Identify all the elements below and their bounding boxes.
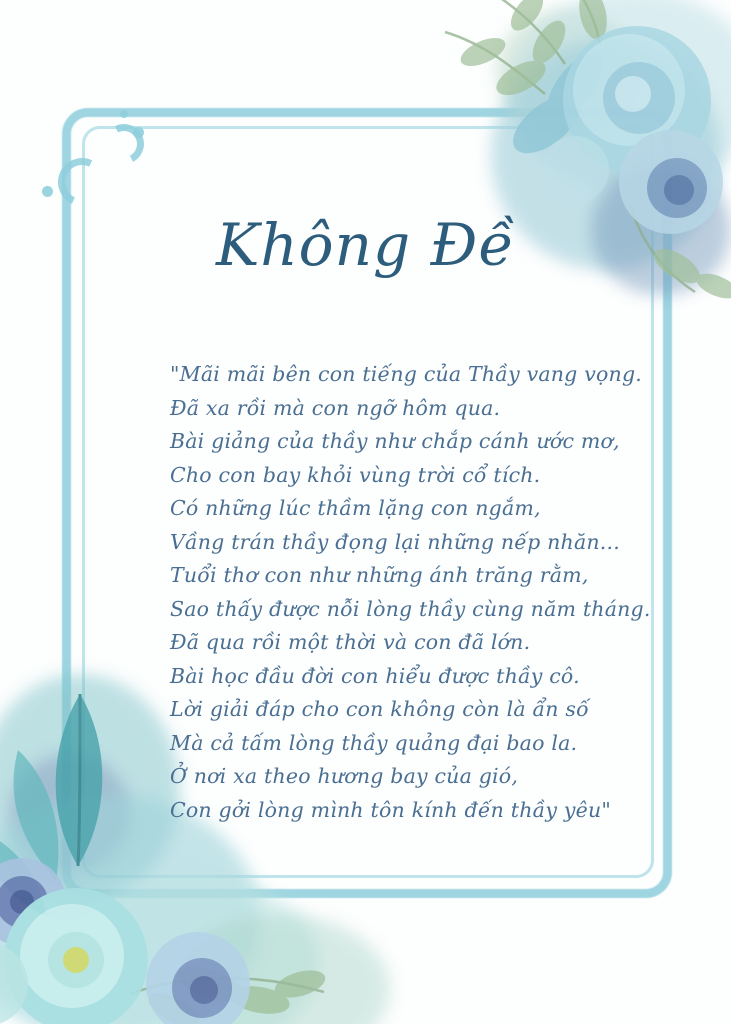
poem-line: Mà cả tấm lòng thầy quảng đại bao la. [170, 730, 578, 755]
poem-line: Sao thấy được nỗi lòng thầy cùng năm tháng. [170, 596, 651, 621]
poem-line: Bài học đầu đời con hiểu được thầy cô. [170, 663, 580, 688]
poem-line: "Mãi mãi bên con tiếng của Thầy vang vọng. [170, 362, 642, 386]
poem-line: Đã qua rồi một thời và con đã lớn. [170, 630, 531, 654]
poem-line: Lời giải đáp cho con không còn là ẩn số [170, 697, 589, 721]
poem-line: Bài giảng của thầy như chắp cánh ước mơ, [170, 429, 620, 453]
poem-line: Ở nơi xa theo hương bay của gió, [170, 764, 519, 788]
frame-dot-icon [133, 127, 144, 138]
frame-dot-icon [120, 110, 128, 118]
poem-line: Cho con bay khỏi vùng trời cổ tích. [170, 462, 541, 487]
poem-line: Vầng trán thầy đọng lại những nếp nhăn... [170, 529, 620, 554]
poem-line: Con gởi lòng mình tôn kính đến thầy yêu" [170, 797, 612, 822]
poem-line: Tuổi thơ con như những ánh trăng rằm, [170, 563, 589, 587]
poem-line: Đã xa rồi mà con ngỡ hôm qua. [170, 395, 501, 420]
poem-body [170, 358, 651, 827]
page-title: Không Đề [215, 211, 516, 279]
frame-dot-icon [42, 186, 53, 197]
poem-line: Có những lúc thầm lặng con ngắm, [170, 496, 541, 520]
